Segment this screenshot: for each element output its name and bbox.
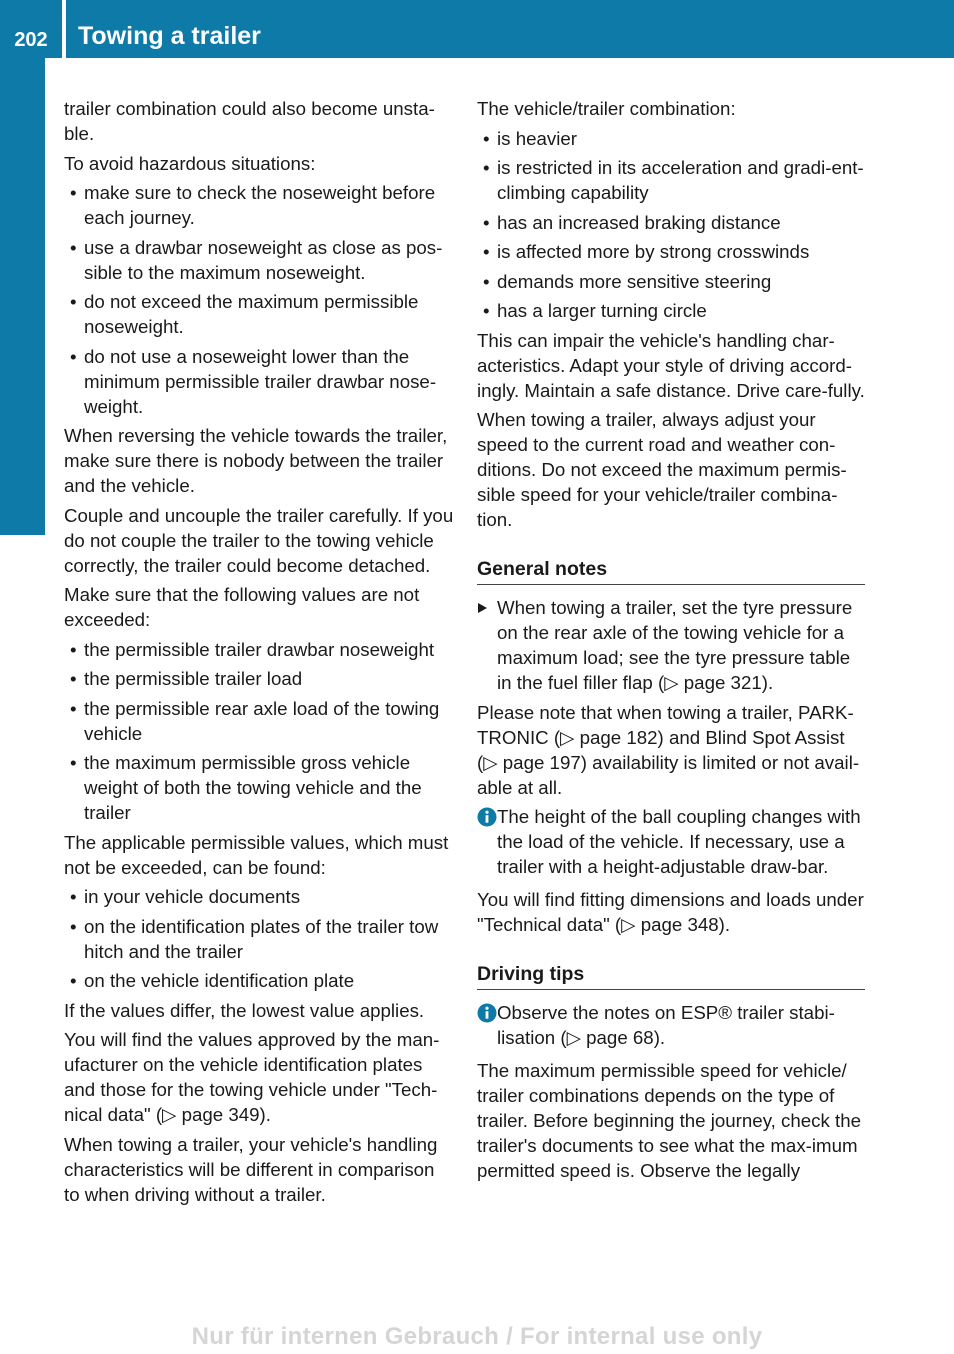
paragraph: The vehicle/trailer combination:	[477, 98, 736, 119]
paragraph: You will find fitting dimensions and loads under "Technical data" (▷ page 348).	[477, 889, 864, 935]
paragraph: When towing a trailer, your vehicle's handling characteristics will be different in comparison to when driving without a trailer.	[64, 1133, 438, 1205]
page-title: Towing a trailer	[78, 22, 261, 50]
paragraph: Please note that when towing a trailer, PARK-TRONIC (▷ page 182) and Blind Spot Assist (▷ page 197) availability is limited or not avail-able at all.	[477, 701, 860, 798]
section-heading-driving-tips: Driving tips	[477, 961, 865, 990]
header-divider	[62, 0, 66, 58]
info-text: The height of the ball coupling changes with the load of the vehicle. If necessary, use a trailer with a height-adjustable draw-bar.	[497, 806, 861, 877]
section-heading-general-notes: General notes	[477, 556, 865, 585]
info-text: Observe the notes on ESP® trailer stabi-lisation (▷ page 68).	[497, 1002, 835, 1048]
list-item: • the maximum permissible gross vehicle weight of both the towing vehicle and the trailer	[64, 750, 454, 825]
page-number: 202	[14, 29, 48, 51]
bullet-list	[64, 180, 454, 419]
list-item: • do not use a noseweight lower than the minimum permissible trailer drawbar nose-weight.	[64, 344, 454, 419]
paragraph: trailer combination could also become unsta-ble.	[64, 98, 435, 144]
info-note	[477, 1000, 865, 1050]
paragraph: The maximum permissible speed for vehicle/ trailer combinations depends on the type of trailer. Before beginning the journey, check the trailer's documents to see what the max-imum permitted speed is. Observe the legally	[477, 1060, 862, 1181]
list-item: • is heavier	[477, 126, 865, 151]
step-text: When towing a trailer, set the tyre pressure on the rear axle of the towing vehicle for a maximum load; see the tyre pressure table in the fuel filler flap (▷ page 321).	[497, 597, 853, 693]
paragraph: To avoid hazardous situations:	[64, 152, 316, 174]
page-header	[0, 0, 954, 58]
list-item: • in your vehicle documents	[64, 884, 454, 909]
paragraph: When towing a trailer, always adjust your speed to the current road and weather con-ditions. Do not exceed the maximum permis-sible speed for your vehicle/trailer combina-tion.	[477, 409, 847, 530]
list-item: • the permissible rear axle load of the towing vehicle	[64, 696, 454, 746]
right-column	[477, 96, 865, 1188]
list-item: • the permissible trailer load	[64, 666, 454, 691]
info-icon	[477, 1003, 497, 1023]
list-item: • on the vehicle identification plate	[64, 968, 454, 993]
paragraph: The applicable permissible values, which must not be exceeded, can be found:	[64, 831, 449, 878]
info-icon	[477, 807, 497, 827]
list-item: • has an increased braking distance	[477, 210, 865, 235]
list-item: • do not exceed the maximum permissible noseweight.	[64, 289, 454, 339]
bullet-list	[64, 884, 454, 993]
paragraph: You will find the values approved by the man-ufacturer on the vehicle identification plates and those for the towing vehicle under "Tech-nical data" (▷ page 349).	[64, 1029, 440, 1125]
bullet-list	[477, 126, 865, 324]
left-column	[64, 96, 454, 1211]
list-item: • make sure to check the noseweight before each journey.	[64, 180, 454, 230]
bullet-list	[64, 637, 454, 826]
list-item: • the permissible trailer drawbar noseweight	[64, 637, 454, 662]
list-item: • use a drawbar noseweight as close as pos-sible to the maximum noseweight.	[64, 235, 454, 285]
step-arrow-icon	[478, 603, 487, 613]
list-item: • is affected more by strong crosswinds	[477, 239, 865, 264]
paragraph: If the values differ, the lowest value applies.	[64, 999, 425, 1021]
list-item: • is restricted in its acceleration and gradi-ent-climbing capability	[477, 155, 865, 205]
list-item: • on the identification plates of the trailer tow hitch and the trailer	[64, 914, 454, 964]
paragraph: Make sure that the following values are not exceeded:	[64, 584, 420, 630]
paragraph: Couple and uncouple the trailer carefully. If you do not couple the trailer to the towing vehicle correctly, the trailer could become detached.	[64, 504, 454, 576]
info-note	[477, 804, 865, 879]
list-item: • demands more sensitive steering	[477, 269, 865, 294]
paragraph: When reversing the vehicle towards the trailer, make sure there is nobody between the trailer and the vehicle.	[64, 425, 448, 496]
internal-use-watermark: Nur für internen Gebrauch / For internal use only	[191, 1323, 763, 1350]
paragraph: This can impair the vehicle's handling char-acteristics. Adapt your style of driving accord-ingly. Maintain a safe distance. Drive care-fully.	[477, 329, 865, 401]
section-tab-label: Driving and parking	[9, 214, 39, 468]
list-item: • has a larger turning circle	[477, 298, 865, 323]
instruction-step	[477, 595, 865, 695]
